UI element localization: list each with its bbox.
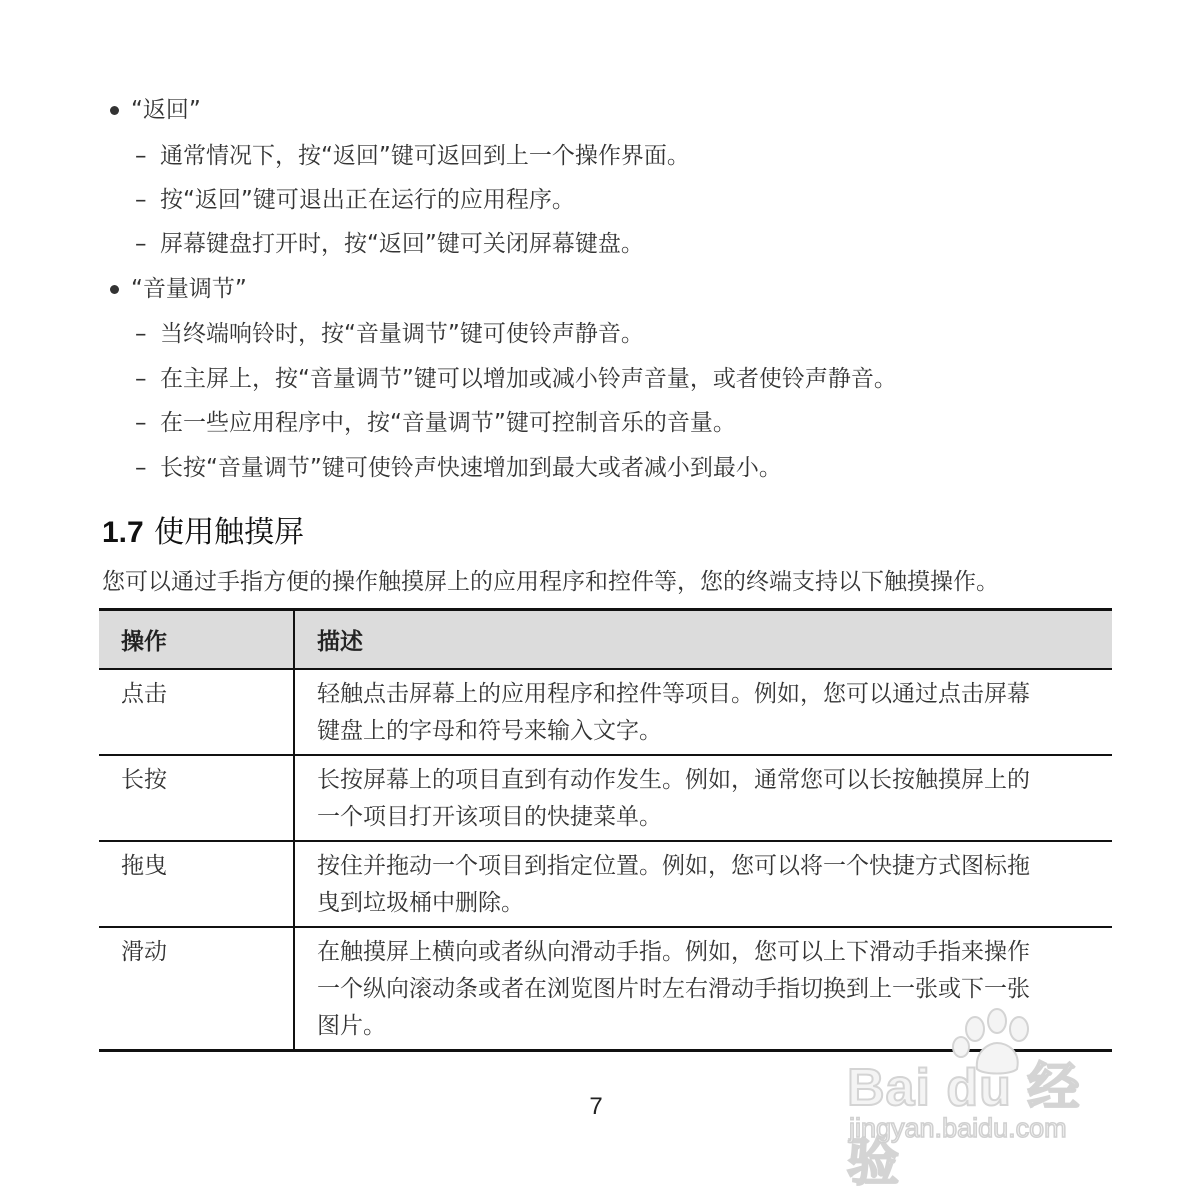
section-intro: 您可以通过手指方便的操作触摸屏上的应用程序和控件等，您的终端支持以下触摸操作。 (102, 569, 999, 595)
dash-marker: – (135, 143, 147, 169)
desc-line: 图片。 (317, 1013, 386, 1039)
dash-marker: – (135, 321, 147, 347)
desc-line: 轻触点击屏幕上的应用程序和控件等项目。例如，您可以通过点击屏幕 (317, 681, 1030, 707)
desc-line: 在触摸屏上横向或者纵向滑动手指。例如，您可以上下滑动手指来操作 (317, 939, 1030, 965)
cell-description (294, 841, 1112, 927)
sub-item: 通常情况下，按“返回”键可返回到上一个操作界面。 (160, 143, 690, 169)
dash-marker: – (135, 455, 147, 481)
cell-action: 拖曳 (99, 841, 294, 927)
desc-line: 长按屏幕上的项目直到有动作发生。例如，通常您可以长按触摸屏上的 (317, 767, 1030, 793)
cell-action: 滑动 (99, 927, 294, 1051)
sub-item: 在一些应用程序中，按“音量调节”键可控制音乐的音量。 (160, 410, 736, 436)
sub-item: 屏幕键盘打开时，按“返回”键可关闭屏幕键盘。 (160, 231, 644, 257)
desc-line: 按住并拖动一个项目到指定位置。例如，您可以将一个快捷方式图标拖 (317, 853, 1030, 879)
bullet-title: “音量调节” (131, 276, 247, 302)
desc-line: 一个项目打开该项目的快捷菜单。 (317, 804, 662, 830)
baidu-watermark (845, 1015, 1125, 1192)
header-description: 描述 (294, 610, 1112, 670)
sub-item: 在主屏上，按“音量调节”键可以增加或减小铃声音量，或者使铃声静音。 (160, 366, 897, 392)
section-title: 使用触摸屏 (154, 515, 305, 550)
section-heading (102, 513, 304, 553)
dash-marker: – (135, 187, 147, 213)
sub-item: 长按“音量调节”键可使铃声快速增加到最大或者减小到最小。 (160, 455, 782, 481)
bullet-title: “返回” (131, 97, 201, 123)
touch-operations-table (99, 608, 1112, 1052)
sub-item: 当终端响铃时，按“音量调节”键可使铃声静音。 (160, 321, 644, 347)
desc-line: 键盘上的字母和符号来输入文字。 (317, 718, 662, 744)
dash-marker: – (135, 410, 147, 436)
sub-item: 按“返回”键可退出正在运行的应用程序。 (160, 187, 575, 213)
table-row (99, 669, 1112, 755)
cell-action: 点击 (99, 669, 294, 755)
dash-marker: – (135, 231, 147, 257)
section-number: 1.7 (102, 516, 144, 549)
dash-marker: – (135, 366, 147, 392)
desc-line: 曳到垃圾桶中删除。 (317, 890, 524, 916)
header-action: 操作 (99, 610, 294, 670)
bullet-dot (110, 106, 119, 115)
cell-description (294, 755, 1112, 841)
cell-description (294, 669, 1112, 755)
bullet-dot (110, 285, 119, 294)
page-number: 7 (589, 1093, 603, 1120)
watermark-url: jingyan.baidu.com (849, 1113, 1067, 1143)
table-row (99, 841, 1112, 927)
table-row (99, 755, 1112, 841)
watermark-logo: Bai du 经验 (847, 1059, 1081, 1192)
table-header-row (99, 610, 1112, 670)
cell-action: 长按 (99, 755, 294, 841)
desc-line: 一个纵向滚动条或者在浏览图片时左右滑动手指切换到上一张或下一张 (317, 976, 1030, 1002)
